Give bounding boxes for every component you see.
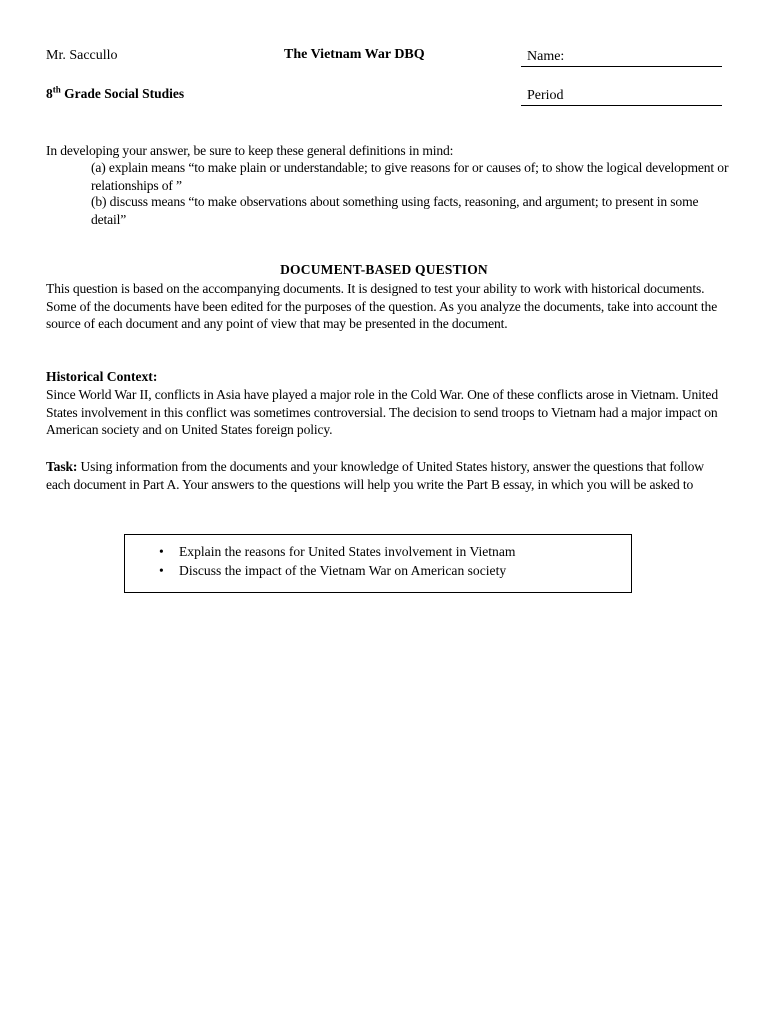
historical-context-heading: Historical Context: [46,369,158,384]
task-label: Task: [46,459,78,474]
definition-discuss: (b) discuss means “to make observations about something using facts, reasoning, and argument; to present in some detail” [91,194,699,227]
period-field [521,88,722,106]
definitions-intro: In developing your answer, be sure to keep these general definitions in mind: [46,143,454,158]
essay-requirements-list [159,542,515,580]
list-item [159,561,515,580]
period-label: Period [527,88,564,103]
grade-suffix: th [52,84,61,95]
dbq-description: This question is based on the accompanying documents. It is designed to test your ability to work with historical documents. Some of the documents have been edited for the purposes of the question. As you analyze the documents, take into account the source of each document and any point of view that may be presented in the document. [46,281,718,332]
name-label: Name: [527,49,565,64]
list-item-text: Discuss the impact of the Vietnam War on American society [179,563,507,578]
document-title: The Vietnam War DBQ [284,47,425,62]
bullet-icon: • [159,544,164,559]
task-body: Using information from the documents and your knowledge of United States history, answer the questions that follow each document in Part A. Your answers to the questions will help you write the Part B essay, in which you will be asked to [46,459,704,492]
definition-explain: (a) explain means “to make plain or understandable; to give reasons for or causes of; to show the logical development or relationships of ” [91,160,729,193]
grade-number: 8 [46,86,53,101]
teacher-name: Mr. Saccullo [46,48,118,63]
course-name: Grade Social Studies [60,86,185,101]
list-item-text: Explain the reasons for United States involvement in Vietnam [179,544,516,559]
task-paragraph [46,458,726,493]
dbq-heading: DOCUMENT-BASED QUESTION [280,262,488,277]
historical-context-body: Since World War II, conflicts in Asia have played a major role in the Cold War. One of these conflicts arose in Vietnam. United States involvement in this conflict was sometimes controversial. The decision to send troops to Vietnam had a major impact on American society and on United States foreign policy. [46,387,718,438]
bullet-icon: • [159,563,164,578]
essay-requirements-box [124,534,632,593]
name-field [521,49,722,67]
list-item [159,542,515,561]
course-label [46,86,184,102]
